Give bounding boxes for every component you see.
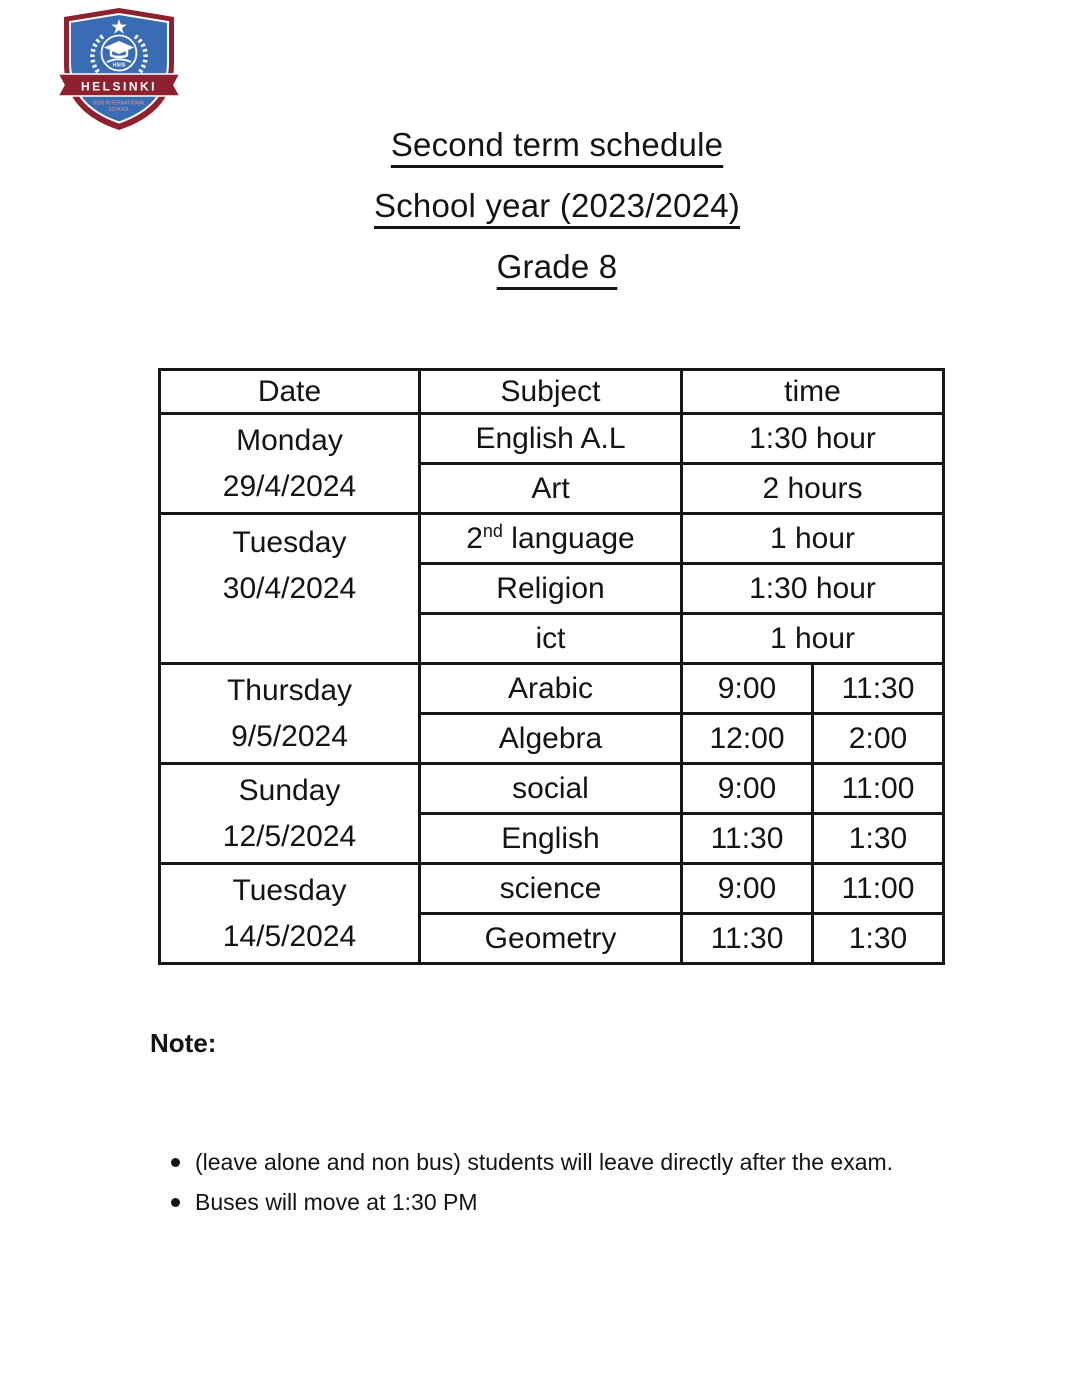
time-end-cell: 1:30 <box>813 914 944 964</box>
time-end-cell: 1:30 <box>813 814 944 864</box>
table-row <box>160 414 944 464</box>
note-bullet-buses: Buses will move at 1:30 PM <box>168 1182 916 1222</box>
subject-cell: English A.L <box>420 414 682 464</box>
subject-cell: social <box>420 764 682 814</box>
header-date-cell: Date <box>160 370 420 414</box>
time-end-cell: 11:30 <box>813 664 944 714</box>
title-term: Second term schedule <box>390 126 724 163</box>
time-start-cell: 11:30 <box>682 814 813 864</box>
header-subject-cell: Subject <box>420 370 682 414</box>
date-cell-thursday-9: Thursday 9/5/2024 <box>160 664 420 764</box>
time-cell: 2 hours <box>682 464 944 514</box>
date-cell-tuesday-14: Tuesday 14/5/2024 <box>160 864 420 964</box>
subject-cell: English <box>420 814 682 864</box>
table-row <box>160 864 944 914</box>
time-cell: 1 hour <box>682 614 944 664</box>
time-end-cell: 11:00 <box>813 864 944 914</box>
date-cell-monday-29: Monday 29/4/2024 <box>160 414 420 514</box>
time-start-cell: 12:00 <box>682 714 813 764</box>
time-cell: 1 hour <box>682 514 944 564</box>
time-start-cell: 9:00 <box>682 664 813 714</box>
date-cell-sunday-12: Sunday 12/5/2024 <box>160 764 420 864</box>
note-label: Note: <box>150 1028 217 1058</box>
subject-cell: Algebra <box>420 714 682 764</box>
title-block <box>17 126 1080 309</box>
school-logo <box>58 6 180 132</box>
subject-cell: Arabic <box>420 664 682 714</box>
note-bullet-leave: (leave alone and non bus) students will leave directly after the exam. <box>168 1142 916 1182</box>
note-list <box>168 1142 916 1222</box>
school-logo-svg <box>58 6 180 132</box>
subject-cell: Art <box>420 464 682 514</box>
time-start-cell: 11:30 <box>682 914 813 964</box>
logo-banner-text: HELSINKI <box>80 79 158 94</box>
logo-subtext-line2: SCHOOL <box>108 107 130 113</box>
table-row <box>160 764 944 814</box>
table-row <box>160 514 944 564</box>
subject-cell: 2nd language <box>420 514 682 564</box>
time-start-cell: 9:00 <box>682 864 813 914</box>
logo-subtext-line1: HSIS INTERNATIONAL <box>92 100 146 107</box>
time-start-cell: 9:00 <box>682 764 813 814</box>
table-row <box>160 664 944 714</box>
time-end-cell: 2:00 <box>813 714 944 764</box>
time-end-cell: 11:00 <box>813 764 944 814</box>
exam-schedule-table <box>158 368 945 965</box>
header-time-cell: time <box>682 370 944 414</box>
time-cell: 1:30 hour <box>682 414 944 464</box>
date-cell-tuesday-30: Tuesday 30/4/2024 <box>160 514 420 664</box>
title-grade: Grade 8 <box>496 248 618 285</box>
subject-cell: Geometry <box>420 914 682 964</box>
time-cell: 1:30 hour <box>682 564 944 614</box>
table-header-row <box>160 370 944 414</box>
title-school-year: School year (2023/2024) <box>373 187 740 224</box>
subject-cell: ict <box>420 614 682 664</box>
subject-cell: Religion <box>420 564 682 614</box>
subject-cell: science <box>420 864 682 914</box>
emblem-text: HSIS <box>112 62 126 69</box>
